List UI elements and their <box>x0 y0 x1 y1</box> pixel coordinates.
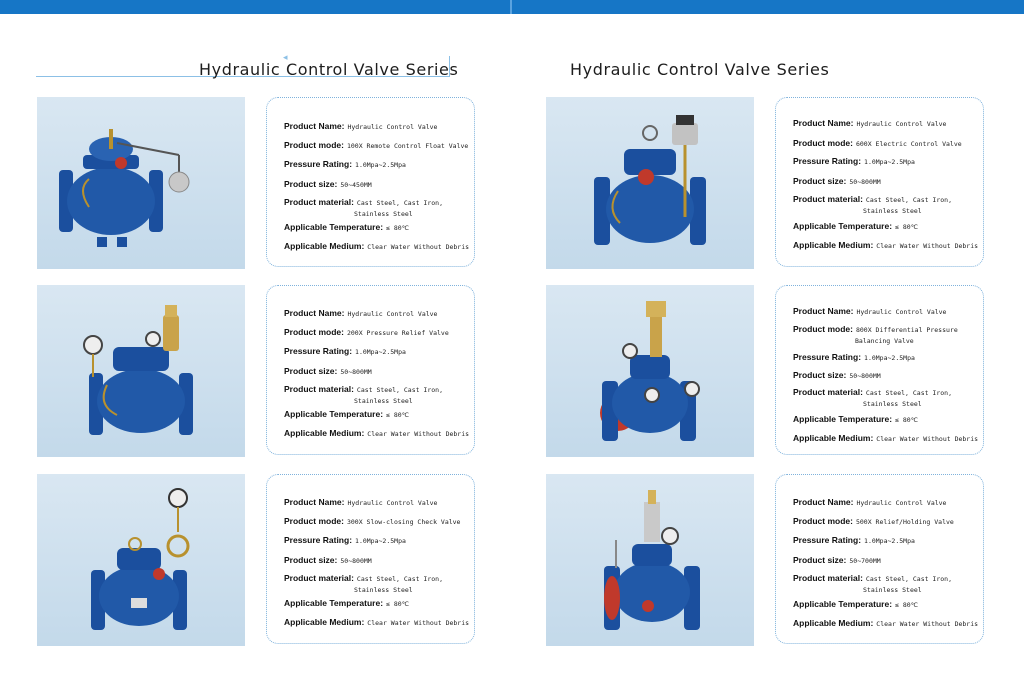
product-name-row: Product Name: Hydraulic Control Valve <box>793 118 947 128</box>
top-banner <box>0 0 1024 14</box>
pressure-rating-value: 1.0Mpa~2.5Mpa <box>864 354 915 362</box>
applicable-temperature-row: Applicable Temperature: ≤ 80℃ <box>284 409 409 419</box>
banner-divider <box>510 0 512 14</box>
product-mode-row: Product mode: 300X Slow-closing Check Valve <box>284 516 461 526</box>
product-spec-card <box>775 97 984 267</box>
medium-value: Clear Water Without Debris <box>876 242 979 250</box>
pressure-relief-valve-icon <box>37 285 245 457</box>
pressure-rating-value: 1.0Mpa~2.5Mpa <box>355 537 406 545</box>
product-size-value: 50~800MM <box>340 368 372 376</box>
product-mode-value: 100X Remote Control Float Valve <box>346 142 469 150</box>
product-material-value: Cast Steel, Cast Iron, <box>865 389 952 397</box>
product-name-row: Product Name: Hydraulic Control Valve <box>284 121 438 131</box>
pressure-rating-row: Pressure Rating: 1.0Mpa~2.5Mpa <box>793 352 915 362</box>
product-size-row: Product size: 50~700MM <box>793 555 881 565</box>
electric-control-valve-icon <box>546 97 754 269</box>
applicable-temperature-row: Applicable Temperature: ≤ 80℃ <box>793 599 918 609</box>
temperature-value: ≤ 80℃ <box>895 416 918 424</box>
product-size-row: Product size: 50~800MM <box>793 370 881 380</box>
pressure-rating-value: 1.0Mpa~2.5Mpa <box>864 158 915 166</box>
pressure-rating-value: 1.0Mpa~2.5Mpa <box>355 348 406 356</box>
product-mode-value: 300X Slow-closing Check Valve <box>346 518 461 526</box>
product-material-row: Product material: Cast Steel, Cast Iron, Stainless Steel <box>793 387 952 408</box>
product-photo-float-valve <box>37 97 245 269</box>
applicable-medium-row: Applicable Medium: Clear Water Without Debris <box>284 617 470 627</box>
applicable-medium-row: Applicable Medium: Clear Water Without Debris <box>793 240 979 250</box>
temperature-value: ≤ 80℃ <box>386 224 409 232</box>
pressure-rating-row: Pressure Rating: 1.0Mpa~2.5Mpa <box>284 535 406 545</box>
product-name-value: Hydraulic Control Valve <box>347 310 438 318</box>
pressure-rating-value: 1.0Mpa~2.5Mpa <box>864 537 915 545</box>
product-size-value: 50~800MM <box>849 372 881 380</box>
temperature-value: ≤ 80℃ <box>895 223 918 231</box>
product-material-value-2: Stainless Steel <box>863 400 922 408</box>
medium-value: Clear Water Without Debris <box>367 619 470 627</box>
product-name-row: Product Name: Hydraulic Control Valve <box>793 497 947 507</box>
product-material-value-2: Stainless Steel <box>354 210 413 218</box>
product-spec-card <box>266 97 475 267</box>
product-material-value-2: Stainless Steel <box>863 586 922 594</box>
applicable-medium-row: Applicable Medium: Clear Water Without Debris <box>793 433 979 443</box>
product-spec-card <box>775 474 984 644</box>
pressure-rating-row: Pressure Rating: 1.0Mpa~2.5Mpa <box>793 535 915 545</box>
medium-value: Clear Water Without Debris <box>367 430 470 438</box>
medium-value: Clear Water Without Debris <box>367 243 470 251</box>
product-material-value-2: Stainless Steel <box>863 207 922 215</box>
pressure-rating-value: 1.0Mpa~2.5Mpa <box>355 161 406 169</box>
medium-value: Clear Water Without Debris <box>876 620 979 628</box>
applicable-temperature-row: Applicable Temperature: ≤ 80℃ <box>793 221 918 231</box>
product-size-value: 50~800MM <box>340 557 372 565</box>
product-material-row: Product material: Cast Steel, Cast Iron, Stainless Steel <box>284 197 443 218</box>
medium-value: Clear Water Without Debris <box>876 435 979 443</box>
temperature-value: ≤ 80℃ <box>386 411 409 419</box>
pressure-rating-row: Pressure Rating: 1.0Mpa~2.5Mpa <box>284 159 406 169</box>
page-title-right: Hydraulic Control Valve Series <box>570 60 830 79</box>
product-spec-card <box>266 474 475 644</box>
product-mode-value: 600X Electric Control Valve <box>855 140 962 148</box>
product-photo-differential-pressure-valve <box>546 285 754 457</box>
title-arrow-icon: ◂ <box>283 52 288 62</box>
product-photo-electric-control-valve <box>546 97 754 269</box>
product-material-row: Product material: Cast Steel, Cast Iron, Stainless Steel <box>793 194 952 215</box>
product-size-row: Product size: 50~800MM <box>284 555 372 565</box>
product-material-value: Cast Steel, Cast Iron, <box>865 196 952 204</box>
product-mode-row: Product mode: 800X Differential Pressure Balancing Valve <box>793 324 958 345</box>
product-material-value-2: Stainless Steel <box>354 397 413 405</box>
temperature-value: ≤ 80℃ <box>386 600 409 608</box>
product-mode-row: Product mode: 600X Electric Control Valve <box>793 138 962 148</box>
product-spec-card <box>266 285 475 455</box>
product-name-value: Hydraulic Control Valve <box>856 120 947 128</box>
product-material-value-2: Stainless Steel <box>354 586 413 594</box>
float-valve-icon <box>37 97 245 269</box>
product-mode-value: 800X Differential Pressure <box>855 326 958 334</box>
product-mode-row: Product mode: 500X Relief/Holding Valve <box>793 516 954 526</box>
applicable-medium-row: Applicable Medium: Clear Water Without Debris <box>284 428 470 438</box>
applicable-temperature-row: Applicable Temperature: ≤ 80℃ <box>284 222 409 232</box>
product-material-value: Cast Steel, Cast Iron, <box>356 386 443 394</box>
product-size-value: 50~450MM <box>340 181 372 189</box>
product-name-row: Product Name: Hydraulic Control Valve <box>284 308 438 318</box>
product-size-row: Product size: 50~450MM <box>284 179 372 189</box>
applicable-medium-row: Applicable Medium: Clear Water Without Debris <box>284 241 470 251</box>
temperature-value: ≤ 80℃ <box>895 601 918 609</box>
differential-pressure-valve-icon <box>546 285 754 457</box>
product-material-value: Cast Steel, Cast Iron, <box>356 575 443 583</box>
product-mode-row: Product mode: 100X Remote Control Float Valve <box>284 140 469 150</box>
product-mode-row: Product mode: 200X Pressure Relief Valve <box>284 327 449 337</box>
product-size-row: Product size: 50~800MM <box>284 366 372 376</box>
product-photo-pressure-relief-valve <box>37 285 245 457</box>
check-valve-icon <box>37 474 245 646</box>
product-photo-check-valve <box>37 474 245 646</box>
page-title-left: Hydraulic Control Valve Series <box>199 60 459 79</box>
product-name-row: Product Name: Hydraulic Control Valve <box>793 306 947 316</box>
product-material-row: Product material: Cast Steel, Cast Iron, Stainless Steel <box>793 573 952 594</box>
applicable-medium-row: Applicable Medium: Clear Water Without Debris <box>793 618 979 628</box>
product-size-row: Product size: 50~800MM <box>793 176 881 186</box>
product-name-value: Hydraulic Control Valve <box>856 308 947 316</box>
product-material-row: Product material: Cast Steel, Cast Iron, Stainless Steel <box>284 573 443 594</box>
product-name-value: Hydraulic Control Valve <box>347 499 438 507</box>
applicable-temperature-row: Applicable Temperature: ≤ 80℃ <box>284 598 409 608</box>
product-name-row: Product Name: Hydraulic Control Valve <box>284 497 438 507</box>
product-mode-value-2: Balancing Valve <box>855 337 914 345</box>
product-size-value: 50~800MM <box>849 178 881 186</box>
product-size-value: 50~700MM <box>849 557 881 565</box>
product-material-row: Product material: Cast Steel, Cast Iron, Stainless Steel <box>284 384 443 405</box>
product-material-value: Cast Steel, Cast Iron, <box>356 199 443 207</box>
product-photo-relief-holding-valve <box>546 474 754 646</box>
relief-holding-valve-icon <box>546 474 754 646</box>
pressure-rating-row: Pressure Rating: 1.0Mpa~2.5Mpa <box>793 156 915 166</box>
product-mode-value: 200X Pressure Relief Valve <box>346 329 449 337</box>
pressure-rating-row: Pressure Rating: 1.0Mpa~2.5Mpa <box>284 346 406 356</box>
product-mode-value: 500X Relief/Holding Valve <box>855 518 954 526</box>
product-name-value: Hydraulic Control Valve <box>856 499 947 507</box>
product-name-value: Hydraulic Control Valve <box>347 123 438 131</box>
product-spec-card <box>775 285 984 455</box>
applicable-temperature-row: Applicable Temperature: ≤ 80℃ <box>793 414 918 424</box>
product-material-value: Cast Steel, Cast Iron, <box>865 575 952 583</box>
